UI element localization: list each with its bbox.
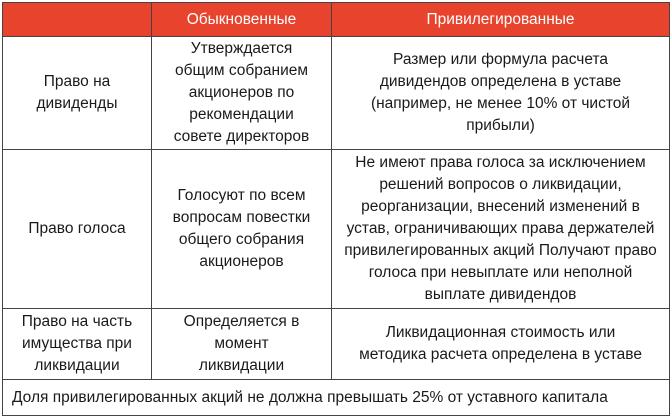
- footer-row: [3, 380, 670, 416]
- common-cell: [152, 309, 332, 380]
- preferred-cell: [332, 309, 670, 380]
- row-label-text: Право голоса: [28, 220, 126, 237]
- preferred-cell-text: Размер или формула расчета дивидендов определена в уставе (например, не менее 10% от чистой прибыли): [370, 51, 631, 134]
- table-row: [3, 150, 670, 309]
- row-label-text: Право на дивиденды: [36, 73, 118, 112]
- common-cell: [152, 37, 332, 150]
- common-cell-text: Голосуют по всем вопросам повестки общего собрания акционеров: [172, 187, 311, 270]
- row-label: [3, 150, 152, 309]
- common-cell-text: Определяется в момент ликвидации: [183, 313, 300, 374]
- preferred-cell-text: Ликвидационная стоимость или методика расчета определена в уставе: [359, 324, 642, 363]
- header-row: [3, 3, 670, 37]
- row-label: [3, 309, 152, 380]
- table-row: [3, 37, 670, 150]
- comparison-table: [2, 2, 670, 416]
- preferred-cell: [332, 150, 670, 309]
- header-corner-cell: [3, 3, 152, 37]
- row-label: [3, 37, 152, 150]
- common-cell-text: Утверждается общим собранием акционеров по рекомендации совете директоров: [173, 40, 310, 145]
- header-preferred: Привилегированные: [332, 3, 670, 37]
- row-label-text: Право на часть имущества при ликвидации: [21, 313, 133, 374]
- preferred-cell: [332, 37, 670, 150]
- table-row: [3, 309, 670, 380]
- footer-note: Доля привилегированных акций не должна превышать 25% от уставного капитала: [3, 380, 670, 416]
- common-cell: [152, 150, 332, 309]
- preferred-cell-text: Не имеют права голоса за исключением решений вопросов о ликвидации, реорганизации, внесений изменений в устав, ограничивающих права держателей привилегированных акций Получают право голоса при невыплате или неполной выплате дивидендов: [344, 154, 657, 303]
- header-common: Обыкновенные: [152, 3, 332, 37]
